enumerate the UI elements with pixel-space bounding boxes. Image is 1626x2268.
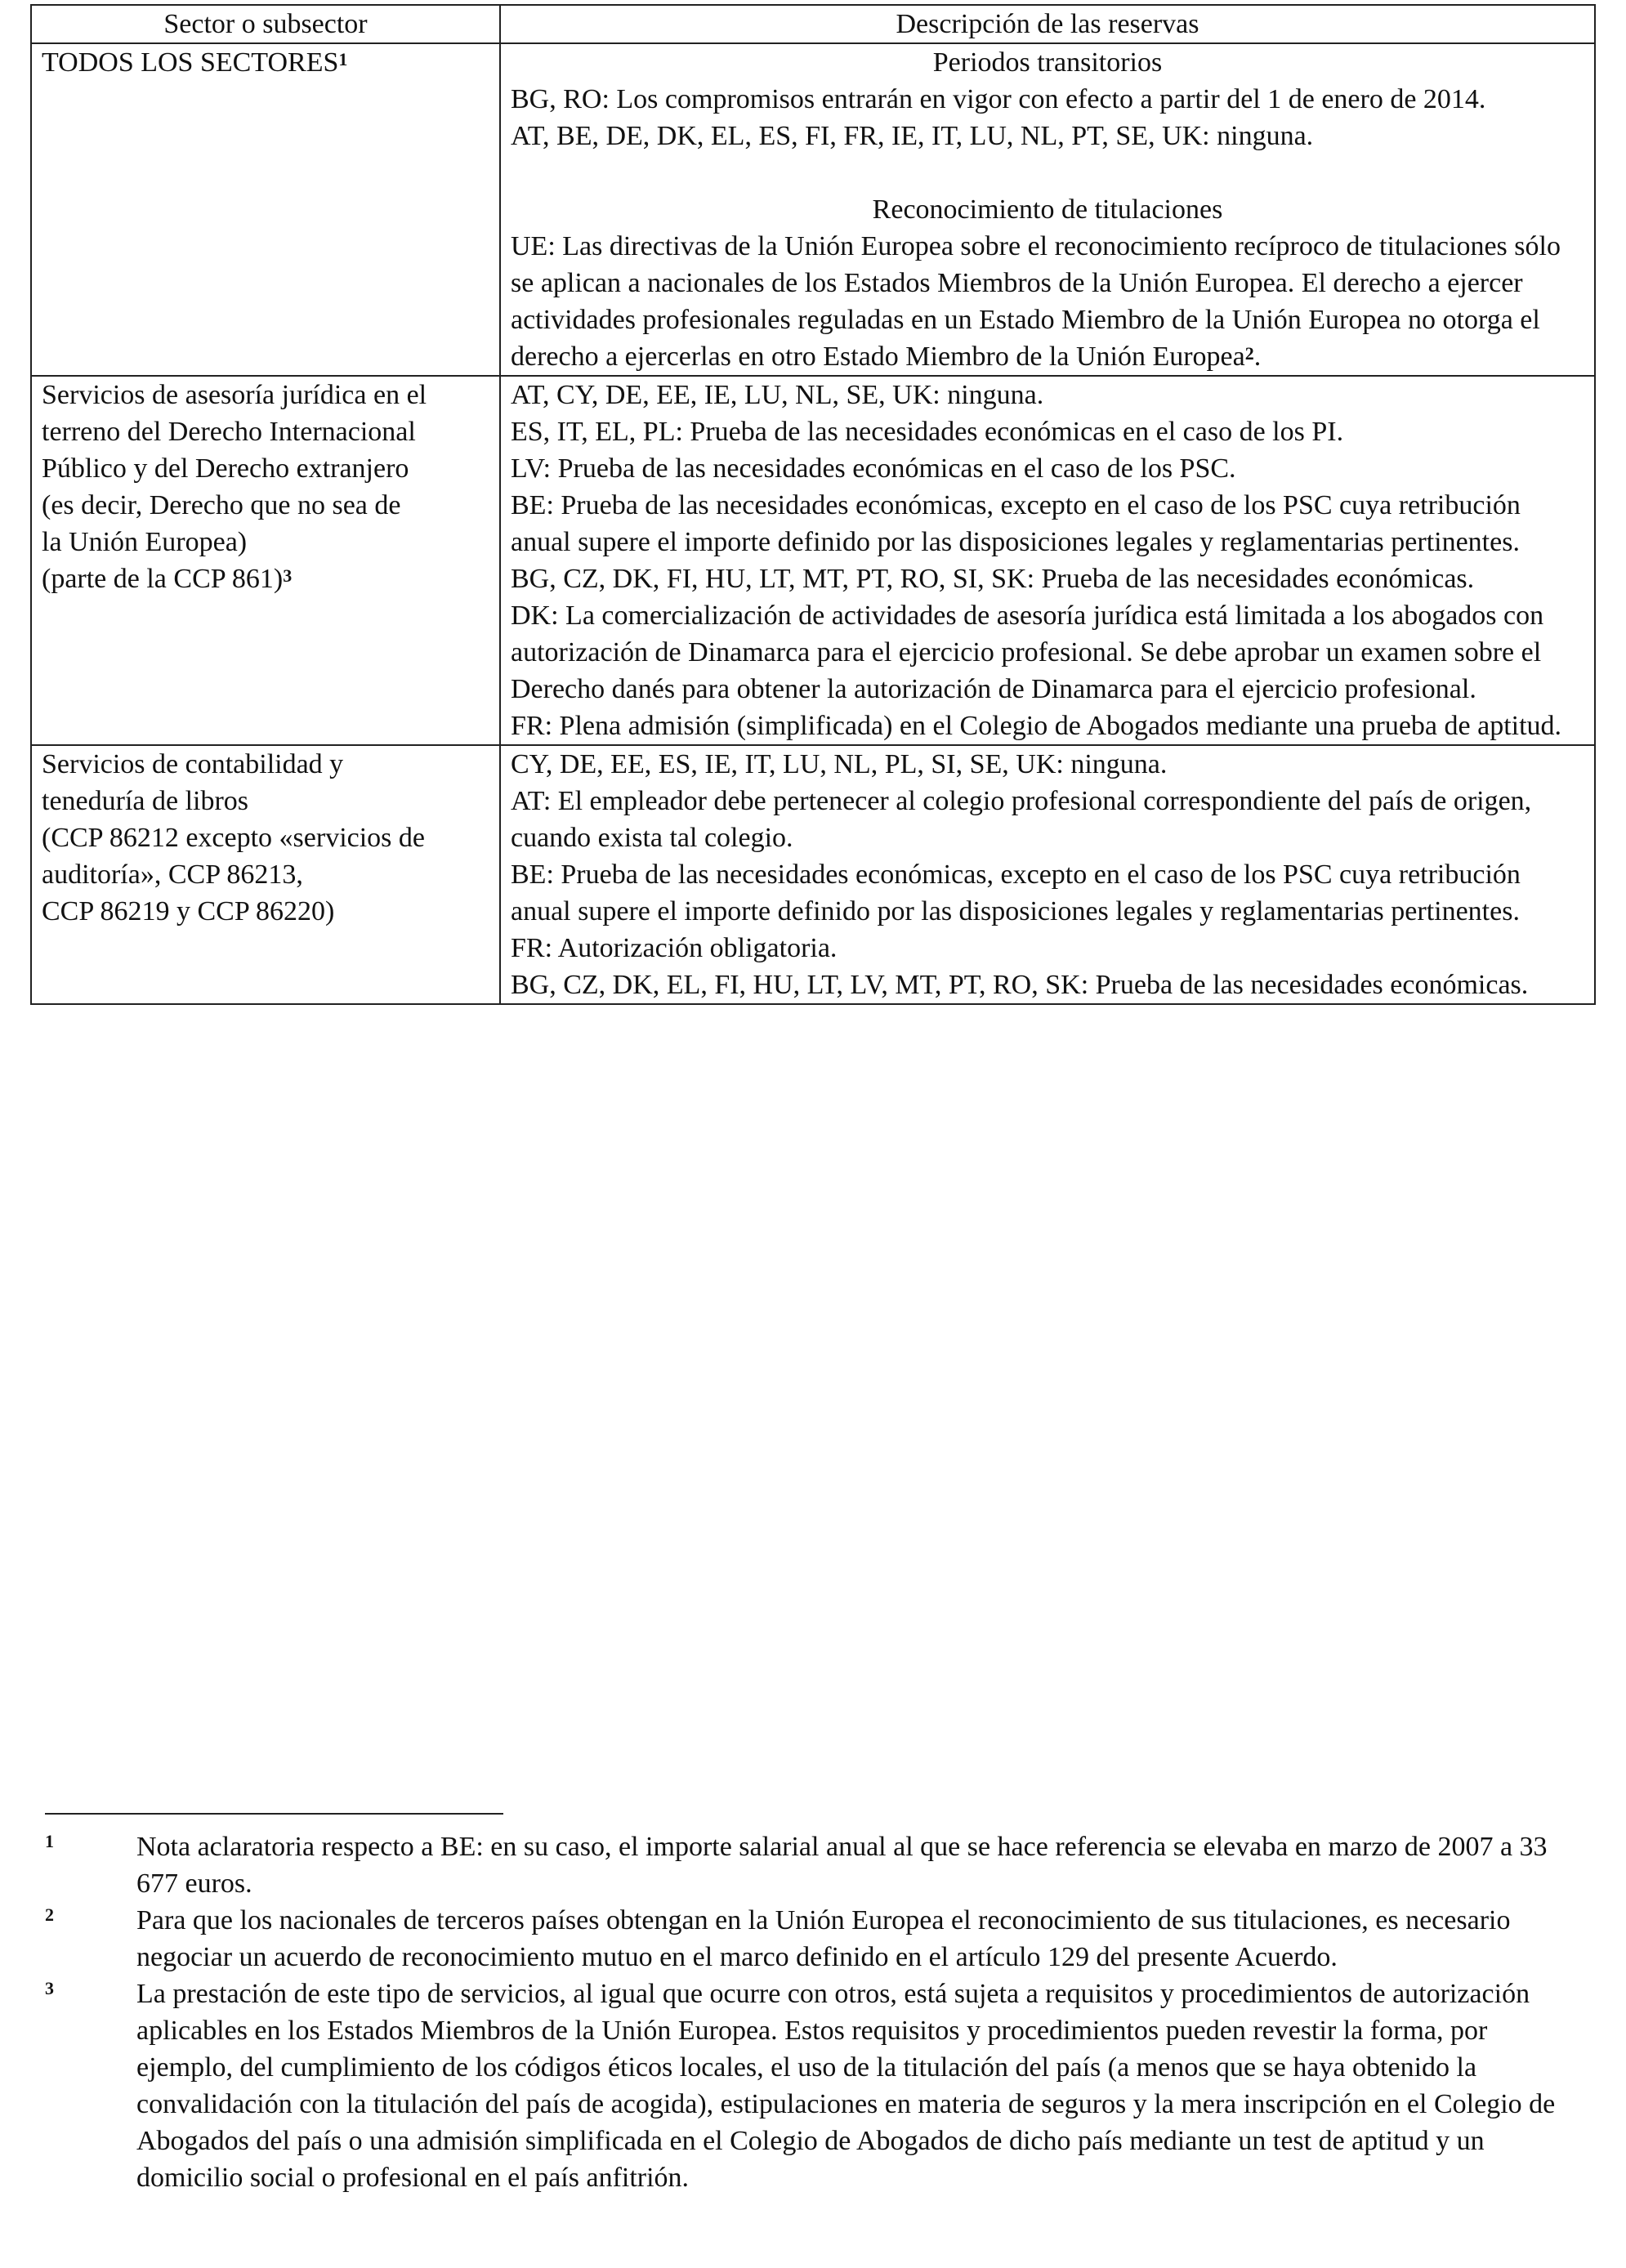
header-description: Descripción de las reservas — [500, 5, 1595, 43]
footnote-text: Nota aclaratoria respecto a BE: en su caso, el importe salarial anual al que se hace referencia se elevaba en marzo de 2007 a 33 677 euros. — [136, 1832, 1548, 1899]
sector-line-text: (parte de la CCP 861) — [42, 564, 284, 594]
footnote — [45, 1976, 1581, 2196]
sector-line: auditoría», CCP 86213, — [42, 859, 303, 890]
footnote-text: La prestación de este tipo de servicios, al igual que ocurre con otros, está sujeta a requisitos y procedimientos de autorización aplicables en los Estados Miembros de la Unión Europea. Estos requisitos y procedimientos pueden revestir la forma, por ejemplo, del cumplimiento de los códigos éticos locales, el uso de la titulación del país (a menos que se haya obtenido la convalidación con la titulación del país de acogida), estipulaciones en materia de seguros y la mera inscripción en el Colegio de Abogados del país o una admisión simplificada en el Colegio de Abogados de dicho país mediante un test de aptitud y un domicilio social o profesional en el país anfitrión. — [136, 1979, 1556, 2193]
footnote-number: 3 — [45, 1978, 54, 1998]
reservation-text: BG, CZ, DK, EL, FI, HU, LT, LV, MT, PT, RO, SK: Prueba de las necesidades económicas. — [511, 970, 1529, 1000]
reservation-text: BE: Prueba de las necesidades económicas, excepto en el caso de los PSC cuya retribución anual supere el importe definido por las disposiciones legales y reglamentarias pertinentes. — [511, 859, 1521, 926]
reservation-text: AT: El empleador debe pertenecer al colegio profesional correspondiente del país de origen, cuando exista tal colegio. — [511, 786, 1532, 853]
section-title: Reconocimiento de titulaciones — [872, 194, 1223, 225]
footnote-ref: 2 — [1244, 343, 1254, 364]
sector-line: (es decir, Derecho que no sea de — [42, 490, 401, 520]
sector-line: Servicios de asesoría jurídica en el — [42, 380, 427, 410]
table-row — [31, 43, 1595, 376]
reservation-text: AT, CY, DE, EE, IE, LU, NL, SE, UK: ninguna. — [511, 380, 1044, 410]
reservation-text: BG, RO: Los compromisos entrarán en vigor con efecto a partir del 1 de enero de 2014. — [511, 84, 1486, 114]
sector-line: terreno del Derecho Internacional — [42, 417, 416, 447]
reservation-text: AT, BE, DE, DK, EL, ES, FI, FR, IE, IT, LU, NL, PT, SE, UK: ninguna. — [511, 121, 1314, 151]
sector-name: TODOS LOS SECTORES — [42, 47, 339, 78]
reservation-text: DK: La comercialización de actividades de asesoría jurídica está limitada a los abogados con autorización de Dinamarca para el ejercicio profesional. Se debe aprobar un examen sobre el Derecho danés para obtener la autorización de Dinamarca para el ejercicio profesional. — [511, 600, 1544, 704]
reservation-text: BE: Prueba de las necesidades económicas, excepto en el caso de los PSC cuya retribución anual supere el importe definido por las disposiciones legales y reglamentarias pertinentes. — [511, 490, 1521, 557]
spacer — [511, 154, 1584, 191]
footnote-separator — [45, 1813, 503, 1815]
reservation-text: CY, DE, EE, ES, IE, IT, LU, NL, PL, SI, SE, UK: ninguna. — [511, 749, 1168, 779]
sector-line: CCP 86219 y CCP 86220) — [42, 896, 335, 926]
sector-line: Público y del Derecho extranjero — [42, 453, 409, 484]
reservation-text: FR: Plena admisión (simplificada) en el Colegio de Abogados mediante una prueba de aptitud. — [511, 711, 1562, 741]
footnote — [45, 1902, 1581, 1976]
reservation-text-body: UE: Las directivas de la Unión Europea sobre el reconocimiento recíproco de titulaciones sólo se aplican a nacionales de los Estados Miembros de la Unión Europea. El derecho a ejercer actividades profesionales reguladas en un Estado Miembro de la Unión Europea no otorga el derecho a ejercerlas en otro Estado Miembro de la Unión Europea — [511, 231, 1561, 372]
sector-cell — [31, 745, 500, 1004]
sector-line: Servicios de contabilidad y — [42, 749, 344, 779]
sector-line: la Unión Europea) — [42, 527, 248, 557]
table-row — [31, 376, 1595, 745]
table-header-row — [31, 5, 1595, 43]
reservation-text-end: . — [1253, 342, 1262, 372]
footnote-text: Para que los nacionales de terceros países obtengan en la Unión Europea el reconocimiento de sus titulaciones, es necesario negociar un acuerdo de reconocimiento mutuo en el marco definido en el artículo 129 del presente Acuerdo. — [136, 1905, 1511, 1972]
sector-cell — [31, 43, 500, 376]
footnote-ref: 1 — [338, 49, 348, 69]
sector-line — [42, 560, 489, 597]
sector-line: teneduría de libros — [42, 786, 249, 816]
header-sector: Sector o subsector — [31, 5, 500, 43]
sector-line: (CCP 86212 excepto «servicios de — [42, 823, 425, 853]
sector-cell — [31, 376, 500, 745]
description-cell — [500, 745, 1595, 1004]
reservation-text: LV: Prueba de las necesidades económicas en el caso de los PSC. — [511, 453, 1236, 484]
footnote-number: 2 — [45, 1904, 54, 1925]
reservations-table — [30, 4, 1596, 1005]
description-cell — [500, 376, 1595, 745]
footnote-number: 1 — [45, 1831, 54, 1851]
reservation-text: BG, CZ, DK, FI, HU, LT, MT, PT, RO, SI, SK: Prueba de las necesidades económicas. — [511, 564, 1475, 594]
footnote — [45, 1828, 1581, 1902]
reservation-text: ES, IT, EL, PL: Prueba de las necesidades económicas en el caso de los PI. — [511, 417, 1344, 447]
reservation-text — [511, 228, 1584, 375]
footnotes — [45, 1828, 1581, 2196]
table-row — [31, 745, 1595, 1004]
reservation-text: FR: Autorización obligatoria. — [511, 933, 838, 963]
footnote-ref: 3 — [283, 565, 293, 586]
description-cell — [500, 43, 1595, 376]
section-title: Periodos transitorios — [932, 47, 1163, 78]
